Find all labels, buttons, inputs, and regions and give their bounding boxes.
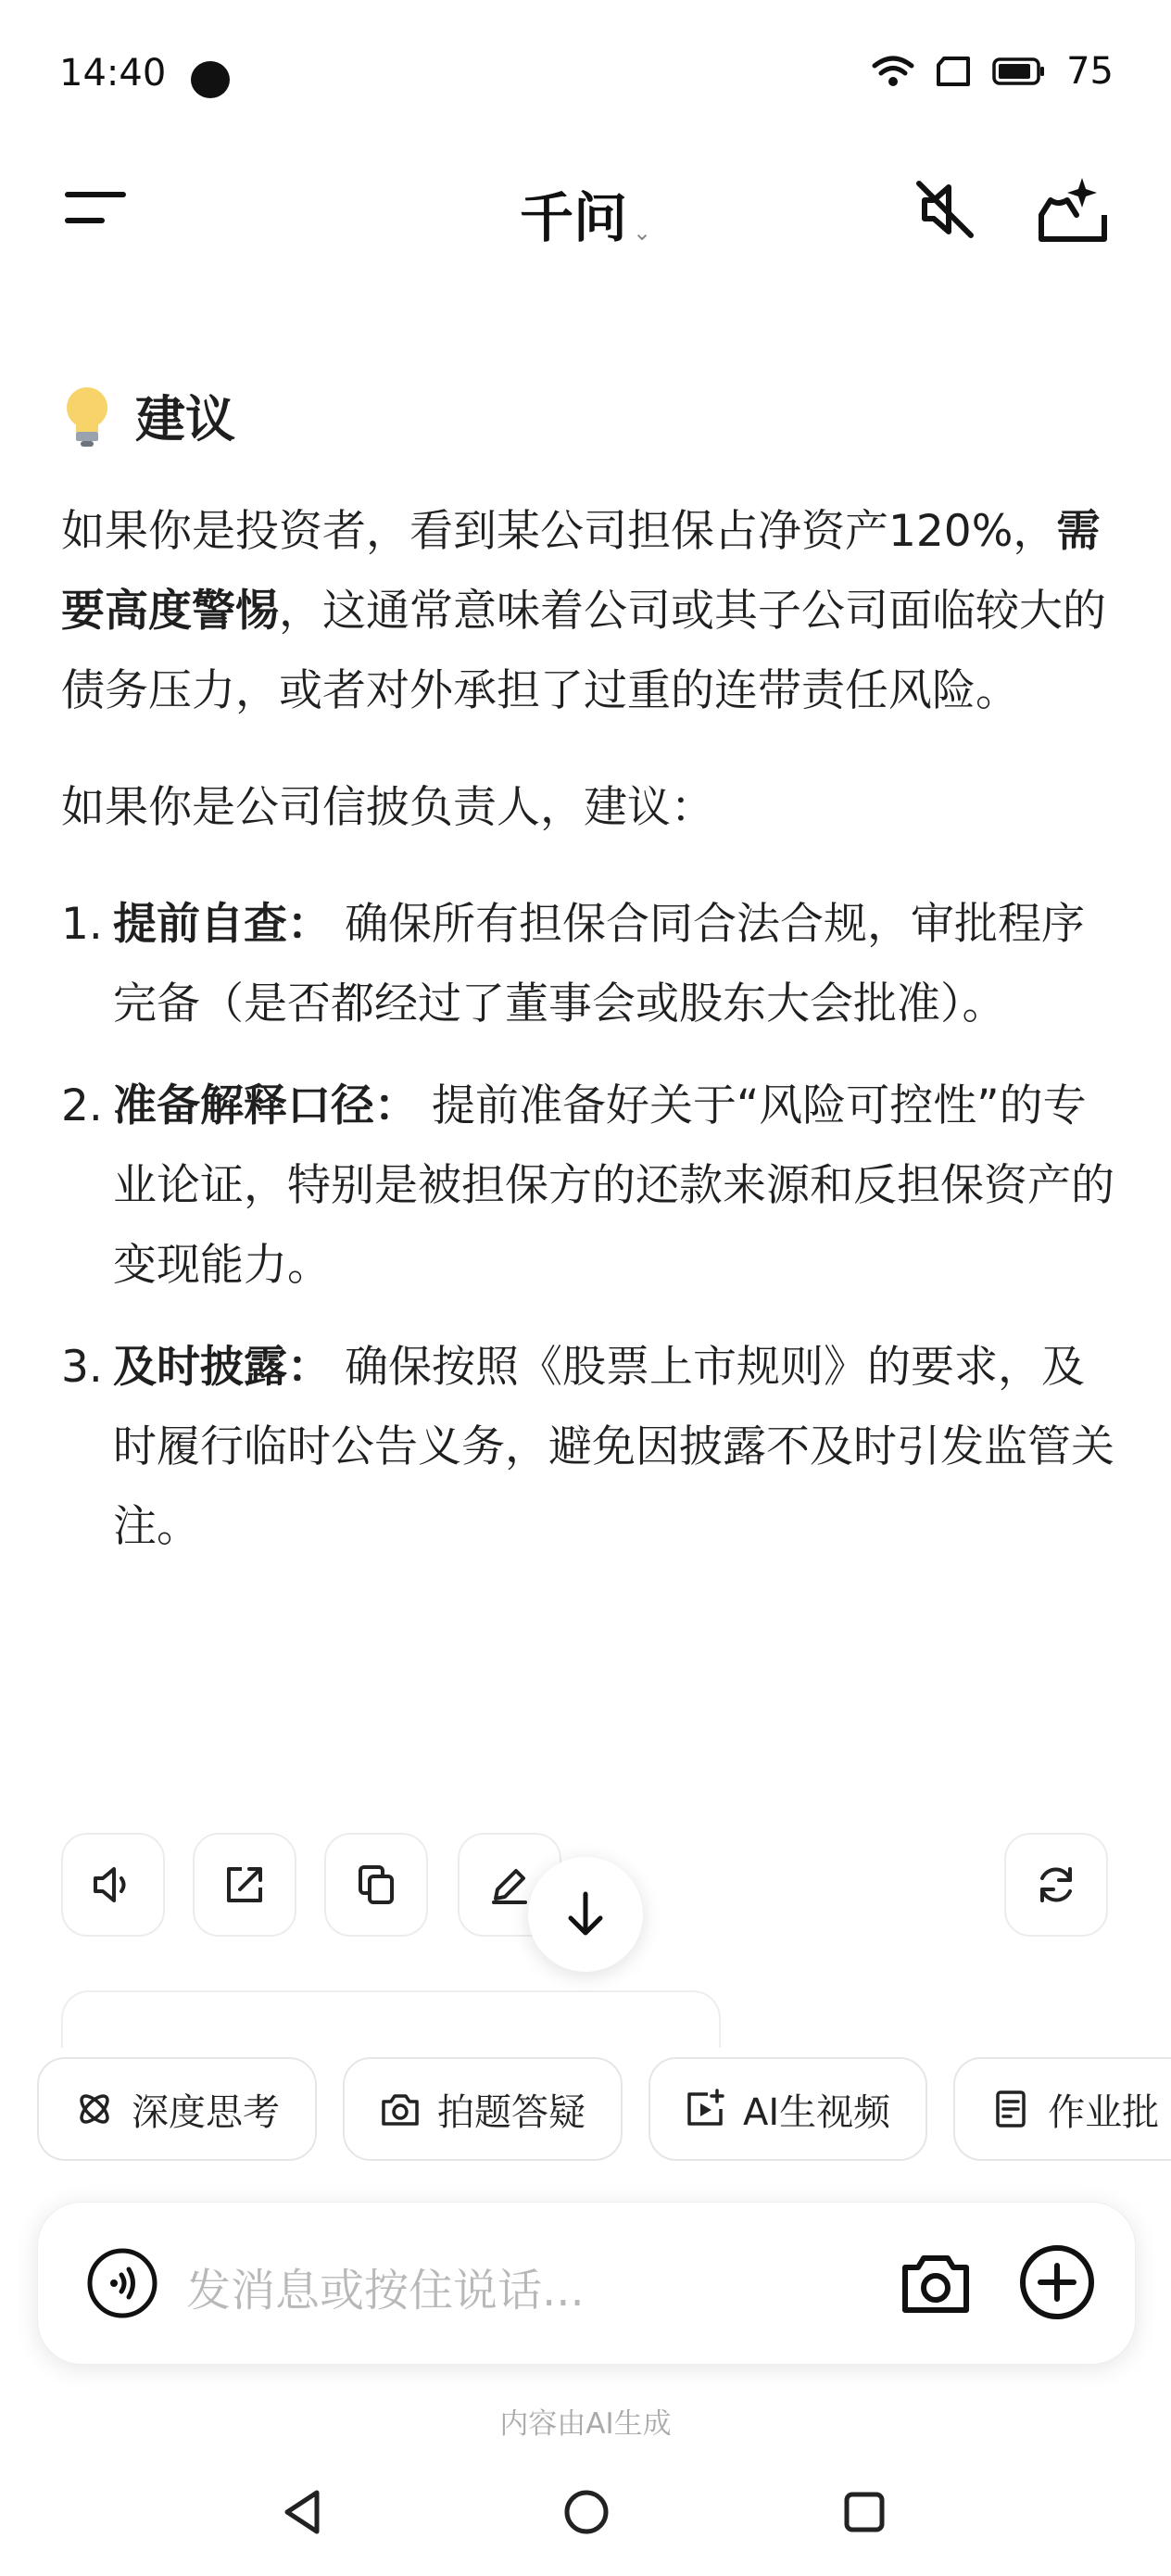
battery-level: 75 <box>1066 50 1114 93</box>
para1-bold: 需要高度警惕 <box>61 506 1101 637</box>
list-number: 1. <box>61 899 103 950</box>
share-icon <box>223 1863 266 1906</box>
new-chat-sparkle-icon[interactable] <box>1036 172 1110 246</box>
chip-label: 拍题答疑 <box>437 2090 586 2134</box>
chip-homework[interactable] <box>953 2057 1171 2161</box>
response-content <box>61 380 1117 1589</box>
list-item <box>61 1067 1117 1306</box>
voice-input-icon[interactable] <box>86 2247 158 2319</box>
arrow-down-icon <box>563 1890 608 1938</box>
camera-icon[interactable] <box>898 2245 974 2321</box>
share-button[interactable] <box>193 1833 296 1937</box>
battery-icon <box>992 57 1046 86</box>
title-dropdown[interactable] <box>0 174 1171 252</box>
add-attachment-icon[interactable] <box>1018 2243 1096 2321</box>
camera-question-icon <box>380 2089 421 2129</box>
chip-label: 深度思考 <box>132 2090 280 2134</box>
status-time: 14:40 <box>59 52 167 95</box>
list-number: 3. <box>61 1342 103 1393</box>
deep-think-icon <box>74 2089 115 2129</box>
chip-label: AI生视频 <box>743 2090 891 2134</box>
lightbulb-icon <box>61 384 113 448</box>
message-input[interactable]: 发消息或按住说话... <box>186 2265 585 2317</box>
video-plus-icon <box>686 2089 726 2129</box>
list-item-text: 确保按照《股票上市规则》的要求，及时履行临时公告义务，避免因披露不及时引发监管关注。 <box>113 1342 1114 1552</box>
list-item-title: 准备解释口径： <box>113 1080 418 1131</box>
list-item <box>61 1328 1117 1567</box>
homework-icon <box>990 2089 1031 2129</box>
status-icons <box>872 50 1114 93</box>
notification-dot-icon <box>191 61 230 98</box>
chip-label: 作业批 <box>1048 2090 1160 2134</box>
nav-recents-icon[interactable] <box>843 2491 886 2533</box>
message-input-bar <box>37 2202 1136 2365</box>
pencil-icon <box>488 1863 531 1906</box>
wifi-icon <box>872 55 914 88</box>
copy-icon <box>355 1863 397 1906</box>
paragraph-disclosure: 如果你是公司信披负责人，建议： <box>61 782 714 833</box>
nav-back-icon[interactable] <box>282 2489 322 2535</box>
mute-speaker-icon[interactable] <box>912 176 978 243</box>
section-heading <box>61 380 1117 451</box>
regenerate-button[interactable] <box>1004 1833 1108 1937</box>
app-title: 千问 <box>519 186 627 249</box>
copy-button[interactable] <box>324 1833 428 1937</box>
chip-deep-think[interactable] <box>37 2057 317 2161</box>
read-aloud-button[interactable] <box>61 1833 165 1937</box>
chevron-down-icon: ⌄ <box>632 219 652 246</box>
chip-photo-question[interactable] <box>343 2057 623 2161</box>
sim-card-icon <box>935 56 972 87</box>
nav-home-icon[interactable] <box>563 2489 610 2535</box>
speaker-icon <box>90 1862 136 1908</box>
suggestion-card[interactable] <box>61 1990 721 2048</box>
para1-text-cont: ，这通常意味着公司或其子公司面临较大的债务压力，或者对外承担了过重的连带责任风险。 <box>61 586 1106 716</box>
refresh-icon <box>1033 1862 1079 1908</box>
suggestion-list <box>61 885 1117 1567</box>
heading-text: 建议 <box>135 390 235 448</box>
quick-action-chips <box>37 2057 1171 2161</box>
list-item <box>61 885 1117 1044</box>
chip-ai-video[interactable] <box>648 2057 927 2161</box>
ai-generated-note: 内容由AI生成 <box>499 2407 672 2441</box>
scroll-to-bottom-button[interactable] <box>528 1857 643 1972</box>
list-item-title: 及时披露： <box>113 1342 331 1393</box>
list-item-text: 提前准备好关于“风险可控性”的专业论证，特别是被担保方的还款来源和反担保资产的变现能力。 <box>113 1080 1114 1291</box>
list-item-text: 确保所有担保合同合法合规，审批程序完备（是否都经过了董事会或股东大会批准）。 <box>113 899 1085 1029</box>
list-number: 2. <box>61 1080 103 1131</box>
para1-text: 如果你是投资者，看到某公司担保占净资产120%， <box>61 506 1057 557</box>
paragraph-investor <box>61 492 1117 731</box>
list-item-title: 提前自查： <box>113 899 331 950</box>
